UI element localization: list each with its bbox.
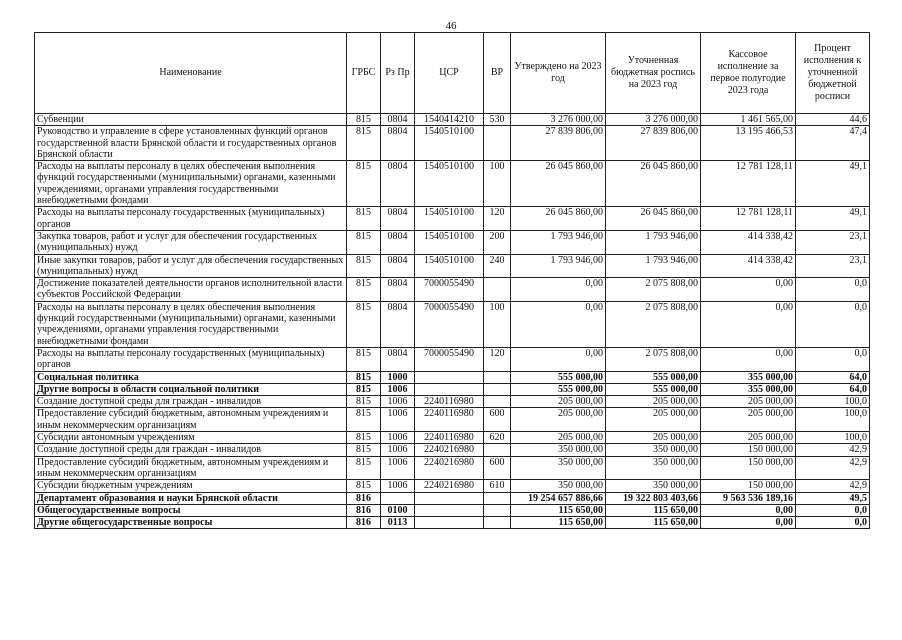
row-rzpr: 0804	[381, 230, 415, 254]
row-csr	[415, 492, 484, 504]
row-grbs: 815	[347, 480, 381, 492]
row-executed: 0,00	[701, 504, 796, 516]
row-approved: 1 793 946,00	[511, 230, 606, 254]
row-percent: 42,9	[796, 456, 870, 480]
row-grbs: 815	[347, 396, 381, 408]
row-csr: 2240216980	[415, 480, 484, 492]
row-vr: 200	[484, 230, 511, 254]
row-grbs: 816	[347, 517, 381, 529]
row-rzpr	[381, 492, 415, 504]
row-vr: 600	[484, 408, 511, 432]
col-header-grbs: ГРБС	[347, 33, 381, 114]
row-name: Субсидии автономным учреждениям	[35, 432, 347, 444]
row-executed: 355 000,00	[701, 383, 796, 395]
table-row	[35, 517, 870, 529]
row-rzpr: 0100	[381, 504, 415, 516]
row-grbs: 815	[347, 230, 381, 254]
row-vr	[484, 444, 511, 456]
row-csr: 1540510100	[415, 254, 484, 278]
row-grbs: 815	[347, 161, 381, 207]
row-percent: 64,0	[796, 371, 870, 383]
row-percent: 0,0	[796, 504, 870, 516]
row-csr: 2240116980	[415, 408, 484, 432]
row-percent: 0,0	[796, 301, 870, 347]
row-refined: 350 000,00	[606, 444, 701, 456]
row-grbs: 815	[347, 456, 381, 480]
row-rzpr: 1000	[381, 371, 415, 383]
row-name: Социальная политика	[35, 371, 347, 383]
row-approved: 27 839 806,00	[511, 126, 606, 161]
row-rzpr: 1006	[381, 444, 415, 456]
row-refined: 205 000,00	[606, 432, 701, 444]
row-grbs: 815	[347, 278, 381, 302]
row-rzpr: 1006	[381, 480, 415, 492]
row-csr: 2240116980	[415, 396, 484, 408]
row-csr: 7000055490	[415, 278, 484, 302]
row-approved: 350 000,00	[511, 444, 606, 456]
row-refined: 2 075 808,00	[606, 278, 701, 302]
row-csr	[415, 371, 484, 383]
row-executed: 150 000,00	[701, 480, 796, 492]
row-name: Другие общегосударственные вопросы	[35, 517, 347, 529]
row-grbs: 815	[347, 347, 381, 371]
row-approved: 205 000,00	[511, 408, 606, 432]
row-rzpr: 0804	[381, 347, 415, 371]
row-refined: 350 000,00	[606, 456, 701, 480]
row-vr	[484, 383, 511, 395]
row-approved: 1 793 946,00	[511, 254, 606, 278]
row-rzpr: 0804	[381, 301, 415, 347]
row-approved: 0,00	[511, 347, 606, 371]
row-approved: 350 000,00	[511, 456, 606, 480]
row-csr: 1540510100	[415, 126, 484, 161]
row-rzpr: 1006	[381, 456, 415, 480]
row-percent: 23,1	[796, 230, 870, 254]
table-row	[35, 230, 870, 254]
row-executed: 12 781 128,11	[701, 207, 796, 231]
row-vr	[484, 278, 511, 302]
row-name: Иные закупки товаров, работ и услуг для обеспечения государственных (муниципальных) нужд	[35, 254, 347, 278]
row-approved: 555 000,00	[511, 383, 606, 395]
row-name: Расходы на выплаты персоналу государственных (муниципальных) органов	[35, 347, 347, 371]
table-row	[35, 456, 870, 480]
row-name: Предоставление субсидий бюджетным, автономным учреждениям и иным некоммерческим организациям	[35, 456, 347, 480]
row-vr: 610	[484, 480, 511, 492]
row-rzpr: 0804	[381, 126, 415, 161]
row-executed: 0,00	[701, 301, 796, 347]
row-grbs: 815	[347, 126, 381, 161]
table-row	[35, 432, 870, 444]
table-row	[35, 114, 870, 126]
row-csr: 1540510100	[415, 161, 484, 207]
row-vr: 120	[484, 207, 511, 231]
row-percent: 49,5	[796, 492, 870, 504]
table-row	[35, 408, 870, 432]
row-refined: 27 839 806,00	[606, 126, 701, 161]
col-header-csr: ЦСР	[415, 33, 484, 114]
row-rzpr: 1006	[381, 408, 415, 432]
row-approved: 3 276 000,00	[511, 114, 606, 126]
page-number: 46	[445, 20, 457, 32]
row-refined: 205 000,00	[606, 396, 701, 408]
row-approved: 350 000,00	[511, 480, 606, 492]
row-name: Департамент образования и науки Брянской области	[35, 492, 347, 504]
row-csr: 7000055490	[415, 347, 484, 371]
row-name: Субсидии бюджетным учреждениям	[35, 480, 347, 492]
row-grbs: 815	[347, 114, 381, 126]
row-rzpr: 1006	[381, 396, 415, 408]
row-approved: 26 045 860,00	[511, 161, 606, 207]
row-percent: 23,1	[796, 254, 870, 278]
row-vr	[484, 126, 511, 161]
row-grbs: 815	[347, 207, 381, 231]
table-row	[35, 347, 870, 371]
row-rzpr: 0804	[381, 278, 415, 302]
row-refined: 26 045 860,00	[606, 207, 701, 231]
row-grbs: 815	[347, 383, 381, 395]
row-approved: 19 254 657 886,66	[511, 492, 606, 504]
row-grbs: 815	[347, 301, 381, 347]
col-header-percent: Процент исполнения к уточненной бюджетной росписи	[796, 33, 870, 114]
row-name: Общегосударственные вопросы	[35, 504, 347, 516]
row-refined: 555 000,00	[606, 383, 701, 395]
row-vr: 120	[484, 347, 511, 371]
row-csr: 2240216980	[415, 444, 484, 456]
row-grbs: 816	[347, 504, 381, 516]
row-vr: 600	[484, 456, 511, 480]
table-row	[35, 383, 870, 395]
table-row	[35, 371, 870, 383]
col-header-approved: Утверждено на 2023 год	[511, 33, 606, 114]
row-executed: 1 461 565,00	[701, 114, 796, 126]
row-refined: 115 650,00	[606, 504, 701, 516]
row-executed: 13 195 466,53	[701, 126, 796, 161]
row-executed: 205 000,00	[701, 396, 796, 408]
row-vr: 240	[484, 254, 511, 278]
table-row	[35, 301, 870, 347]
col-header-rzpr: Рз Пр	[381, 33, 415, 114]
row-name: Предоставление субсидий бюджетным, автономным учреждениям и иным некоммерческим организациям	[35, 408, 347, 432]
row-percent: 0,0	[796, 347, 870, 371]
row-name: Другие вопросы в области социальной политики	[35, 383, 347, 395]
row-name: Расходы на выплаты персоналу в целях обеспечения выполнения функций государственными (муниципальными) органами, казенными учреждениями, органами управления государственными внебюджетными фондами	[35, 301, 347, 347]
row-rzpr: 0113	[381, 517, 415, 529]
row-executed: 0,00	[701, 517, 796, 529]
row-executed: 205 000,00	[701, 432, 796, 444]
row-refined: 26 045 860,00	[606, 161, 701, 207]
row-name: Расходы на выплаты персоналу в целях обеспечения выполнения функций государственными (муниципальными) органами, казенными учреждениями, органами управления государственными внебюджетными фондами	[35, 161, 347, 207]
row-csr	[415, 504, 484, 516]
row-refined: 1 793 946,00	[606, 254, 701, 278]
row-rzpr: 1006	[381, 383, 415, 395]
row-name: Достижение показателей деятельности органов исполнительной власти субъектов Российской Федерации	[35, 278, 347, 302]
row-refined: 1 793 946,00	[606, 230, 701, 254]
row-vr	[484, 396, 511, 408]
row-grbs: 815	[347, 408, 381, 432]
row-percent: 64,0	[796, 383, 870, 395]
row-refined: 2 075 808,00	[606, 347, 701, 371]
table-row	[35, 492, 870, 504]
row-percent: 44,6	[796, 114, 870, 126]
table-row	[35, 126, 870, 161]
row-csr: 1540510100	[415, 230, 484, 254]
row-executed: 12 781 128,11	[701, 161, 796, 207]
row-csr: 1540414210	[415, 114, 484, 126]
table-row	[35, 207, 870, 231]
header-row	[35, 33, 870, 114]
row-vr	[484, 492, 511, 504]
row-executed: 355 000,00	[701, 371, 796, 383]
row-refined: 350 000,00	[606, 480, 701, 492]
row-approved: 115 650,00	[511, 517, 606, 529]
row-grbs: 816	[347, 492, 381, 504]
row-executed: 414 338,42	[701, 230, 796, 254]
row-rzpr: 0804	[381, 114, 415, 126]
row-name: Создание доступной среды для граждан - инвалидов	[35, 444, 347, 456]
row-percent: 100,0	[796, 396, 870, 408]
row-vr	[484, 371, 511, 383]
row-approved: 115 650,00	[511, 504, 606, 516]
row-refined: 2 075 808,00	[606, 301, 701, 347]
row-executed: 150 000,00	[701, 444, 796, 456]
row-refined: 115 650,00	[606, 517, 701, 529]
row-rzpr: 1006	[381, 432, 415, 444]
row-percent: 0,0	[796, 278, 870, 302]
row-grbs: 815	[347, 444, 381, 456]
row-rzpr: 0804	[381, 254, 415, 278]
row-name: Закупка товаров, работ и услуг для обеспечения государственных (муниципальных) нужд	[35, 230, 347, 254]
row-approved: 26 045 860,00	[511, 207, 606, 231]
row-csr: 2240216980	[415, 456, 484, 480]
table-row	[35, 444, 870, 456]
row-executed: 9 563 536 189,16	[701, 492, 796, 504]
table-row	[35, 278, 870, 302]
row-vr	[484, 504, 511, 516]
row-percent: 0,0	[796, 517, 870, 529]
row-executed: 0,00	[701, 347, 796, 371]
row-vr	[484, 517, 511, 529]
row-approved: 205 000,00	[511, 396, 606, 408]
row-refined: 555 000,00	[606, 371, 701, 383]
row-csr	[415, 383, 484, 395]
col-header-executed: Кассовое исполнение за первое полугодие 2023 года	[701, 33, 796, 114]
row-name: Субвенции	[35, 114, 347, 126]
table-row	[35, 480, 870, 492]
row-percent: 42,9	[796, 444, 870, 456]
row-grbs: 815	[347, 371, 381, 383]
row-rzpr: 0804	[381, 161, 415, 207]
row-grbs: 815	[347, 432, 381, 444]
row-vr: 100	[484, 161, 511, 207]
row-approved: 0,00	[511, 301, 606, 347]
col-header-name: Наименование	[35, 33, 347, 114]
table-row	[35, 254, 870, 278]
row-executed: 150 000,00	[701, 456, 796, 480]
row-name: Руководство и управление в сфере установленных функций органов государственной власти Брянской области и государственных органов Брянской области	[35, 126, 347, 161]
col-header-vr: ВР	[484, 33, 511, 114]
row-csr: 1540510100	[415, 207, 484, 231]
row-approved: 555 000,00	[511, 371, 606, 383]
row-percent: 49,1	[796, 207, 870, 231]
row-vr: 620	[484, 432, 511, 444]
row-vr: 530	[484, 114, 511, 126]
row-percent: 100,0	[796, 408, 870, 432]
row-executed: 414 338,42	[701, 254, 796, 278]
table-row	[35, 504, 870, 516]
row-csr: 7000055490	[415, 301, 484, 347]
row-executed: 205 000,00	[701, 408, 796, 432]
row-percent: 42,9	[796, 480, 870, 492]
row-percent: 100,0	[796, 432, 870, 444]
row-approved: 205 000,00	[511, 432, 606, 444]
row-grbs: 815	[347, 254, 381, 278]
row-name: Создание доступной среды для граждан - инвалидов	[35, 396, 347, 408]
row-refined: 3 276 000,00	[606, 114, 701, 126]
row-vr: 100	[484, 301, 511, 347]
row-rzpr: 0804	[381, 207, 415, 231]
row-refined: 205 000,00	[606, 408, 701, 432]
row-csr: 2240116980	[415, 432, 484, 444]
row-csr	[415, 517, 484, 529]
row-percent: 47,4	[796, 126, 870, 161]
table-row	[35, 396, 870, 408]
row-percent: 49,1	[796, 161, 870, 207]
row-executed: 0,00	[701, 278, 796, 302]
budget-execution-table	[34, 32, 870, 529]
table-row	[35, 161, 870, 207]
col-header-refined: Уточненная бюджетная роспись на 2023 год	[606, 33, 701, 114]
row-approved: 0,00	[511, 278, 606, 302]
table-body	[35, 114, 870, 529]
row-name: Расходы на выплаты персоналу государственных (муниципальных) органов	[35, 207, 347, 231]
row-refined: 19 322 803 403,66	[606, 492, 701, 504]
